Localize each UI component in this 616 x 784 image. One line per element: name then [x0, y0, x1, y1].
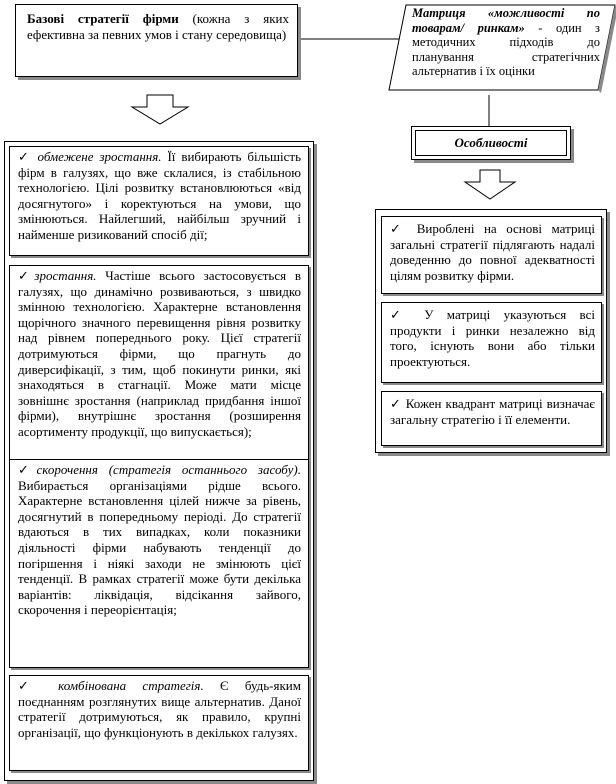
- feature-item: [381, 302, 602, 383]
- feature-item: [381, 216, 602, 294]
- strategy-term: обмежене зростання.: [31, 149, 162, 164]
- matrix-box: [386, 0, 616, 117]
- check-icon: ✓: [18, 462, 37, 477]
- strategy-text: Частіше всього застосовується в галузях, що динамічно розвиваються, з швидко змінною технологією. Характерне встановлення щорічного значного перевищення рівня розвитку над рівнем попереднього року. Цієї стратегії дотримуються фірми, що прагнуть до диверсифікації, з тим, щоб покинути ринки, які знаходяться в стагнації. Може мати місце зовнішнє зростання (наприклад придбання іншої фірми), внутрішнє зростання (розширення асортименту продукції, що випускається);: [18, 268, 301, 439]
- matrix-description: - один з методичних підходів до планування стратегічних альтернатив і їх оцінки: [412, 20, 600, 78]
- features-list: [375, 209, 607, 453]
- strategy-item-combined: [9, 675, 309, 771]
- strategy-text: Її вибирають більшість фірм в галузях, що вже склалися, із стабільною технологією. Цілі розвитку встановлюються «від досягнутого» і коректуються на умови, що змінюються. Найлегший, найбільш зручний і найменше ризикований спосіб дії;: [18, 149, 302, 242]
- matrix-title: Матриця «можливості по товарам/ ринкам»: [412, 6, 600, 35]
- strategy-text: Є будь-яким поєднанням розглянутих вище альтернатив. Даної стратегії дотримуються, як правило, крупні організації, що функціонують в декількох галузях.: [18, 678, 301, 740]
- feature-text: Вироблені на основі матриці загальні стратегії підлягають надалі доведенню до повної адекватності цілям розвитку фірми.: [390, 221, 595, 283]
- matrix-text: [412, 6, 600, 79]
- basic-strategies-title: Базові стратегії фірми: [27, 11, 179, 26]
- check-icon: ✓: [18, 268, 35, 283]
- strategy-item-reduction: [9, 459, 309, 668]
- check-icon: ✓: [390, 307, 411, 322]
- strategy-text: Вибирається організаціями рідше всього. Характерне встановлення цілей нижче за рівень, досягнутий в попередньому періоді. До стратегії вдаються в тих випадках, коли показники діяльності фірми набувають тенденції до погіршення і ніякі заходи не змінюють цієї тенденції. В рамках стратегії може бути декілька варіантів: ліквідація, відсікання зайвого, скорочення і переорієнтація;: [18, 477, 301, 618]
- down-arrow-icon: [132, 95, 188, 124]
- strategy-item-growth: [9, 265, 309, 473]
- strategy-item-limited-growth: [9, 146, 309, 256]
- check-icon: ✓: [390, 396, 402, 411]
- strategy-term: комбінована стратегія.: [41, 678, 204, 693]
- strategy-term: скорочення (стратегія останнього засобу).: [36, 462, 301, 477]
- features-inner-border: [415, 130, 567, 156]
- check-icon: ✓: [390, 221, 408, 236]
- features-title: Особливості: [454, 135, 528, 150]
- feature-text: У матриці указуються всі продукти і ринки незалежно від того, існують вони або тільки проектуються.: [390, 307, 595, 369]
- basic-strategies-description: (кожна з яких ефективна за певних умов і стану середовища): [27, 11, 289, 42]
- check-icon: ✓: [18, 149, 32, 164]
- feature-text: Кожен квадрант матриці визначає загальну стратегію і її елементи.: [390, 396, 595, 427]
- feature-item: [381, 391, 602, 446]
- strategy-term: зростання.: [34, 268, 97, 283]
- down-arrow-icon: [465, 170, 515, 199]
- check-icon: ✓: [18, 678, 42, 693]
- features-box: [411, 126, 571, 160]
- basic-strategies-box: [15, 4, 298, 77]
- strategies-list: [4, 141, 314, 781]
